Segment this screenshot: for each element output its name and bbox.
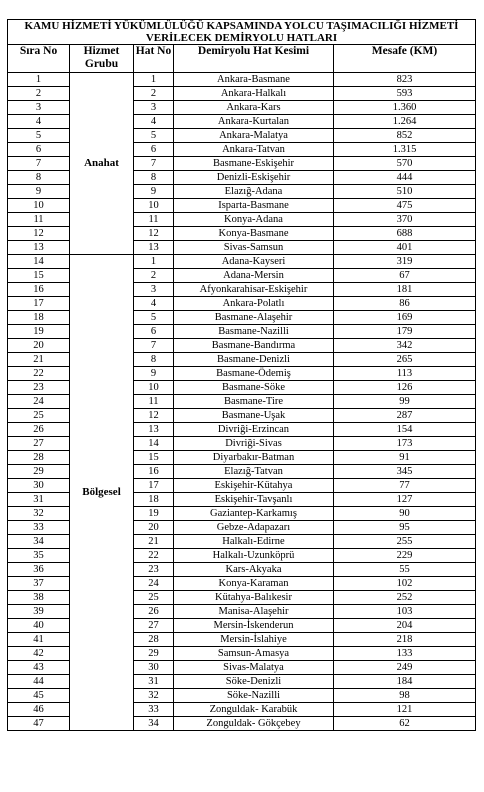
cell-hat-kesimi: Mersin-İskenderun: [174, 619, 334, 633]
cell-hat-no: 23: [134, 563, 174, 577]
cell-sira-no: 5: [8, 129, 70, 143]
cell-sira-no: 17: [8, 297, 70, 311]
cell-hat-no: 28: [134, 633, 174, 647]
cell-hat-no: 1: [134, 73, 174, 87]
cell-hat-no: 11: [134, 395, 174, 409]
cell-sira-no: 3: [8, 101, 70, 115]
cell-hat-kesimi: Ankara-Kurtalan: [174, 115, 334, 129]
cell-mesafe: 77: [334, 479, 476, 493]
cell-sira-no: 41: [8, 633, 70, 647]
cell-hat-no: 3: [134, 101, 174, 115]
cell-mesafe: 852: [334, 129, 476, 143]
cell-hat-no: 10: [134, 199, 174, 213]
cell-hat-no: 26: [134, 605, 174, 619]
cell-hat-no: 4: [134, 297, 174, 311]
cell-hat-no: 32: [134, 689, 174, 703]
cell-hat-no: 4: [134, 115, 174, 129]
cell-hat-kesimi: Elazığ-Tatvan: [174, 465, 334, 479]
cell-hat-kesimi: Ankara-Malatya: [174, 129, 334, 143]
cell-hat-no: 8: [134, 353, 174, 367]
cell-hat-kesimi: Basmane-Söke: [174, 381, 334, 395]
cell-hat-kesimi: Adana-Kayseri: [174, 255, 334, 269]
cell-mesafe: 103: [334, 605, 476, 619]
cell-mesafe: 173: [334, 437, 476, 451]
cell-hat-kesimi: Gebze-Adapazarı: [174, 521, 334, 535]
cell-sira-no: 1: [8, 73, 70, 87]
cell-hat-no: 13: [134, 241, 174, 255]
cell-mesafe: 444: [334, 171, 476, 185]
table-body: [8, 73, 476, 731]
cell-sira-no: 14: [8, 255, 70, 269]
cell-sira-no: 38: [8, 591, 70, 605]
table-title: KAMU HİZMETİ YÜKÜMLÜLÜĞÜ KAPSAMINDA YOLCU TAŞIMACILIĞI HİZMETİ VERİLECEK DEMİRYOLU HATLARI: [8, 20, 476, 45]
cell-hat-kesimi: Manisa-Alaşehir: [174, 605, 334, 619]
header-mesafe: Mesafe (KM): [334, 45, 476, 73]
cell-mesafe: 98: [334, 689, 476, 703]
cell-mesafe: 204: [334, 619, 476, 633]
cell-hat-no: 9: [134, 185, 174, 199]
cell-hat-kesimi: Konya-Basmane: [174, 227, 334, 241]
table-row: [8, 73, 476, 87]
cell-hat-kesimi: Isparta-Basmane: [174, 199, 334, 213]
document-page: [7, 19, 476, 731]
cell-sira-no: 19: [8, 325, 70, 339]
cell-sira-no: 27: [8, 437, 70, 451]
cell-hizmet-grubu: Bölgesel: [70, 255, 134, 731]
cell-mesafe: 370: [334, 213, 476, 227]
cell-sira-no: 6: [8, 143, 70, 157]
railway-lines-table: [7, 19, 476, 731]
cell-mesafe: 401: [334, 241, 476, 255]
cell-sira-no: 29: [8, 465, 70, 479]
cell-sira-no: 4: [8, 115, 70, 129]
cell-hat-no: 21: [134, 535, 174, 549]
cell-mesafe: 1.315: [334, 143, 476, 157]
cell-hat-no: 12: [134, 409, 174, 423]
header-sira-no: Sıra No: [8, 45, 70, 73]
cell-mesafe: 133: [334, 647, 476, 661]
cell-hat-kesimi: Halkalı-Edirne: [174, 535, 334, 549]
cell-sira-no: 43: [8, 661, 70, 675]
cell-sira-no: 15: [8, 269, 70, 283]
cell-hat-kesimi: Eskişehir-Tavşanlı: [174, 493, 334, 507]
cell-sira-no: 40: [8, 619, 70, 633]
cell-mesafe: 55: [334, 563, 476, 577]
cell-mesafe: 62: [334, 717, 476, 731]
cell-hat-no: 33: [134, 703, 174, 717]
cell-sira-no: 8: [8, 171, 70, 185]
cell-hat-no: 5: [134, 311, 174, 325]
cell-mesafe: 249: [334, 661, 476, 675]
cell-hat-no: 10: [134, 381, 174, 395]
cell-hat-kesimi: Zonguldak- Gökçebey: [174, 717, 334, 731]
cell-hat-no: 22: [134, 549, 174, 563]
cell-hat-kesimi: Divriği-Erzincan: [174, 423, 334, 437]
cell-mesafe: 319: [334, 255, 476, 269]
cell-sira-no: 18: [8, 311, 70, 325]
cell-hat-no: 9: [134, 367, 174, 381]
cell-hat-kesimi: Basmane-Ödemiş: [174, 367, 334, 381]
cell-mesafe: 823: [334, 73, 476, 87]
cell-mesafe: 345: [334, 465, 476, 479]
cell-sira-no: 31: [8, 493, 70, 507]
cell-sira-no: 16: [8, 283, 70, 297]
cell-hat-no: 2: [134, 87, 174, 101]
cell-hat-kesimi: Konya-Adana: [174, 213, 334, 227]
cell-mesafe: 86: [334, 297, 476, 311]
cell-hat-kesimi: Basmane-Denizli: [174, 353, 334, 367]
cell-hat-no: 27: [134, 619, 174, 633]
cell-mesafe: 1.264: [334, 115, 476, 129]
cell-mesafe: 475: [334, 199, 476, 213]
cell-mesafe: 179: [334, 325, 476, 339]
cell-hat-no: 18: [134, 493, 174, 507]
cell-mesafe: 95: [334, 521, 476, 535]
cell-mesafe: 510: [334, 185, 476, 199]
cell-hat-kesimi: Kütahya-Balıkesir: [174, 591, 334, 605]
cell-hat-kesimi: Ankara-Basmane: [174, 73, 334, 87]
cell-hat-no: 8: [134, 171, 174, 185]
cell-sira-no: 35: [8, 549, 70, 563]
cell-hat-kesimi: Adana-Mersin: [174, 269, 334, 283]
cell-sira-no: 12: [8, 227, 70, 241]
cell-mesafe: 126: [334, 381, 476, 395]
cell-hat-kesimi: Ankara-Tatvan: [174, 143, 334, 157]
cell-sira-no: 21: [8, 353, 70, 367]
cell-sira-no: 45: [8, 689, 70, 703]
cell-hat-no: 7: [134, 339, 174, 353]
cell-hat-kesimi: Ankara-Kars: [174, 101, 334, 115]
cell-mesafe: 121: [334, 703, 476, 717]
cell-hat-no: 1: [134, 255, 174, 269]
cell-hat-no: 6: [134, 143, 174, 157]
cell-mesafe: 287: [334, 409, 476, 423]
cell-sira-no: 23: [8, 381, 70, 395]
cell-hat-kesimi: Basmane-Tire: [174, 395, 334, 409]
cell-sira-no: 9: [8, 185, 70, 199]
cell-hat-kesimi: Basmane-Alaşehir: [174, 311, 334, 325]
cell-sira-no: 32: [8, 507, 70, 521]
cell-hat-kesimi: Sivas-Malatya: [174, 661, 334, 675]
cell-hat-kesimi: Konya-Karaman: [174, 577, 334, 591]
cell-mesafe: 169: [334, 311, 476, 325]
cell-mesafe: 181: [334, 283, 476, 297]
cell-hizmet-grubu: Anahat: [70, 73, 134, 255]
cell-hat-no: 15: [134, 451, 174, 465]
cell-sira-no: 13: [8, 241, 70, 255]
cell-mesafe: 184: [334, 675, 476, 689]
cell-sira-no: 42: [8, 647, 70, 661]
cell-hat-kesimi: Eskişehir-Kütahya: [174, 479, 334, 493]
cell-sira-no: 36: [8, 563, 70, 577]
cell-hat-no: 25: [134, 591, 174, 605]
cell-hat-kesimi: Basmane-Nazilli: [174, 325, 334, 339]
cell-hat-no: 12: [134, 227, 174, 241]
cell-hat-no: 3: [134, 283, 174, 297]
cell-hat-no: 34: [134, 717, 174, 731]
cell-sira-no: 22: [8, 367, 70, 381]
cell-mesafe: 154: [334, 423, 476, 437]
cell-mesafe: 593: [334, 87, 476, 101]
cell-mesafe: 67: [334, 269, 476, 283]
cell-hat-kesimi: Gaziantep-Karkamış: [174, 507, 334, 521]
cell-sira-no: 7: [8, 157, 70, 171]
cell-hat-no: 24: [134, 577, 174, 591]
cell-hat-kesimi: Basmane-Eskişehir: [174, 157, 334, 171]
cell-hat-no: 31: [134, 675, 174, 689]
cell-mesafe: 99: [334, 395, 476, 409]
cell-hat-kesimi: Afyonkarahisar-Eskişehir: [174, 283, 334, 297]
cell-sira-no: 39: [8, 605, 70, 619]
cell-hat-no: 19: [134, 507, 174, 521]
cell-mesafe: 1.360: [334, 101, 476, 115]
header-hizmet-grubu: Hizmet Grubu: [70, 45, 134, 73]
cell-sira-no: 11: [8, 213, 70, 227]
cell-hat-no: 7: [134, 157, 174, 171]
cell-hat-kesimi: Sivas-Samsun: [174, 241, 334, 255]
cell-hat-kesimi: Kars-Akyaka: [174, 563, 334, 577]
cell-sira-no: 28: [8, 451, 70, 465]
cell-hat-no: 2: [134, 269, 174, 283]
cell-hat-kesimi: Mersin-İslahiye: [174, 633, 334, 647]
header-hat-no: Hat No: [134, 45, 174, 73]
cell-hat-no: 20: [134, 521, 174, 535]
cell-sira-no: 10: [8, 199, 70, 213]
cell-hat-kesimi: Divriği-Sivas: [174, 437, 334, 451]
cell-hat-kesimi: Elazığ-Adana: [174, 185, 334, 199]
cell-hat-no: 6: [134, 325, 174, 339]
cell-mesafe: 265: [334, 353, 476, 367]
cell-hat-no: 14: [134, 437, 174, 451]
cell-mesafe: 229: [334, 549, 476, 563]
cell-sira-no: 25: [8, 409, 70, 423]
cell-hat-kesimi: Ankara-Halkalı: [174, 87, 334, 101]
cell-hat-kesimi: Ankara-Polatlı: [174, 297, 334, 311]
cell-sira-no: 20: [8, 339, 70, 353]
cell-sira-no: 33: [8, 521, 70, 535]
cell-hat-kesimi: Basmane-Uşak: [174, 409, 334, 423]
cell-hat-kesimi: Söke-Denizli: [174, 675, 334, 689]
cell-mesafe: 102: [334, 577, 476, 591]
cell-mesafe: 113: [334, 367, 476, 381]
cell-mesafe: 342: [334, 339, 476, 353]
cell-mesafe: 127: [334, 493, 476, 507]
table-row: [8, 255, 476, 269]
cell-mesafe: 90: [334, 507, 476, 521]
cell-sira-no: 47: [8, 717, 70, 731]
cell-sira-no: 46: [8, 703, 70, 717]
cell-hat-no: 17: [134, 479, 174, 493]
cell-mesafe: 688: [334, 227, 476, 241]
cell-hat-no: 11: [134, 213, 174, 227]
cell-mesafe: 252: [334, 591, 476, 605]
header-hat-kesimi: Demiryolu Hat Kesimi: [174, 45, 334, 73]
cell-hat-kesimi: Zonguldak- Karabük: [174, 703, 334, 717]
cell-hat-kesimi: Basmane-Bandırma: [174, 339, 334, 353]
cell-sira-no: 24: [8, 395, 70, 409]
cell-mesafe: 570: [334, 157, 476, 171]
cell-hat-no: 5: [134, 129, 174, 143]
cell-sira-no: 44: [8, 675, 70, 689]
cell-hat-no: 29: [134, 647, 174, 661]
cell-hat-kesimi: Diyarbakır-Batman: [174, 451, 334, 465]
cell-mesafe: 218: [334, 633, 476, 647]
cell-mesafe: 255: [334, 535, 476, 549]
cell-sira-no: 37: [8, 577, 70, 591]
cell-sira-no: 34: [8, 535, 70, 549]
cell-hat-kesimi: Halkalı-Uzunköprü: [174, 549, 334, 563]
cell-hat-no: 16: [134, 465, 174, 479]
cell-hat-kesimi: Samsun-Amasya: [174, 647, 334, 661]
cell-mesafe: 91: [334, 451, 476, 465]
cell-hat-kesimi: Denizli-Eskişehir: [174, 171, 334, 185]
cell-hat-no: 30: [134, 661, 174, 675]
cell-hat-kesimi: Söke-Nazilli: [174, 689, 334, 703]
cell-sira-no: 30: [8, 479, 70, 493]
cell-hat-no: 13: [134, 423, 174, 437]
cell-sira-no: 26: [8, 423, 70, 437]
cell-sira-no: 2: [8, 87, 70, 101]
